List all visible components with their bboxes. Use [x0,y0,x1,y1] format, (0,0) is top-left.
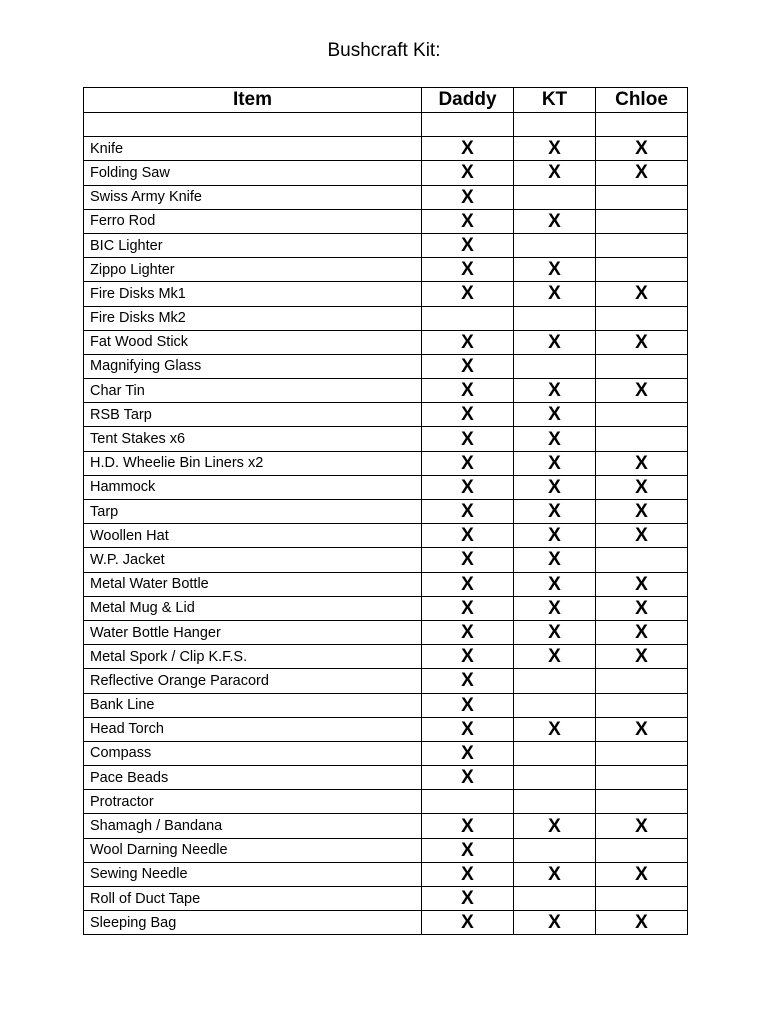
kt-mark-cell: X [514,161,596,185]
item-cell: Folding Saw [84,161,422,185]
daddy-mark-cell: X [422,379,514,403]
chloe-mark-cell: X [596,862,688,886]
daddy-mark-cell: X [422,500,514,524]
table-row [84,185,688,209]
kt-mark-cell [514,669,596,693]
kt-mark-cell [514,185,596,209]
daddy-mark-cell [422,790,514,814]
header-row [84,88,688,113]
table-row [84,137,688,161]
item-cell: Ferro Rod [84,209,422,233]
daddy-mark-cell: X [422,814,514,838]
kt-mark-cell: X [514,717,596,741]
table-row [84,379,688,403]
kt-mark-cell: X [514,620,596,644]
chloe-mark-cell [596,766,688,790]
daddy-mark-cell: X [422,185,514,209]
daddy-mark-cell: X [422,475,514,499]
table-row [84,717,688,741]
kt-mark-cell [514,233,596,257]
chloe-mark-cell [596,209,688,233]
kt-mark-cell: X [514,475,596,499]
chloe-mark-cell: X [596,596,688,620]
daddy-mark-cell: X [422,282,514,306]
item-cell: RSB Tarp [84,403,422,427]
kt-mark-cell [514,790,596,814]
table-row [84,161,688,185]
item-cell: Sleeping Bag [84,911,422,935]
daddy-mark-cell: X [422,354,514,378]
chloe-mark-cell: X [596,911,688,935]
table-row [84,500,688,524]
item-cell: Shamagh / Bandana [84,814,422,838]
daddy-mark-cell: X [422,620,514,644]
chloe-mark-cell: X [596,524,688,548]
chloe-mark-cell: X [596,137,688,161]
item-cell: Wool Darning Needle [84,838,422,862]
daddy-mark-cell: X [422,911,514,935]
item-cell: BIC Lighter [84,233,422,257]
table-row [84,258,688,282]
item-cell: Hammock [84,475,422,499]
kt-mark-cell: X [514,862,596,886]
table-row [84,306,688,330]
item-cell: Pace Beads [84,766,422,790]
chloe-mark-cell: X [596,814,688,838]
table-row [84,475,688,499]
chloe-mark-cell [596,427,688,451]
kt-mark-cell: X [514,572,596,596]
kt-mark-cell [514,693,596,717]
daddy-mark-cell [422,113,514,137]
daddy-mark-cell: X [422,330,514,354]
kt-mark-cell [514,887,596,911]
daddy-mark-cell: X [422,838,514,862]
chloe-mark-cell: X [596,717,688,741]
daddy-mark-cell: X [422,766,514,790]
table-row [84,572,688,596]
table-row [84,887,688,911]
daddy-mark-cell: X [422,862,514,886]
daddy-mark-cell: X [422,596,514,620]
item-cell: Zippo Lighter [84,258,422,282]
header-daddy: Daddy [422,88,514,113]
item-cell: Char Tin [84,379,422,403]
chloe-mark-cell [596,403,688,427]
daddy-mark-cell: X [422,403,514,427]
chloe-mark-cell [596,258,688,282]
table-row [84,790,688,814]
table-row [84,669,688,693]
kt-mark-cell: X [514,427,596,451]
kt-mark-cell: X [514,137,596,161]
item-cell: Sewing Needle [84,862,422,886]
table-row [84,838,688,862]
kt-mark-cell: X [514,500,596,524]
chloe-mark-cell: X [596,379,688,403]
chloe-mark-cell [596,790,688,814]
daddy-mark-cell: X [422,137,514,161]
table-row [84,620,688,644]
item-cell: H.D. Wheelie Bin Liners x2 [84,451,422,475]
chloe-mark-cell: X [596,620,688,644]
item-cell: Magnifying Glass [84,354,422,378]
chloe-mark-cell [596,185,688,209]
table-row [84,693,688,717]
item-cell: Metal Spork / Clip K.F.S. [84,645,422,669]
kt-mark-cell: X [514,379,596,403]
item-cell: Head Torch [84,717,422,741]
item-cell: Fat Wood Stick [84,330,422,354]
kt-mark-cell: X [514,451,596,475]
table-row [84,113,688,137]
table-row [84,911,688,935]
chloe-mark-cell: X [596,475,688,499]
daddy-mark-cell: X [422,451,514,475]
item-cell: W.P. Jacket [84,548,422,572]
kt-mark-cell [514,354,596,378]
chloe-mark-cell [596,887,688,911]
item-cell: Metal Water Bottle [84,572,422,596]
daddy-mark-cell: X [422,572,514,596]
kt-mark-cell: X [514,282,596,306]
table-row [84,209,688,233]
daddy-mark-cell [422,306,514,330]
chloe-mark-cell: X [596,500,688,524]
header-chloe: Chloe [596,88,688,113]
kt-mark-cell: X [514,258,596,282]
kt-mark-cell [514,741,596,765]
daddy-mark-cell: X [422,524,514,548]
item-cell: Roll of Duct Tape [84,887,422,911]
header-kt: KT [514,88,596,113]
chloe-mark-cell: X [596,330,688,354]
daddy-mark-cell: X [422,887,514,911]
item-cell: Fire Disks Mk1 [84,282,422,306]
kit-table-body [84,113,688,935]
chloe-mark-cell [596,233,688,257]
daddy-mark-cell: X [422,258,514,282]
item-cell: Tarp [84,500,422,524]
table-row [84,451,688,475]
chloe-mark-cell [596,354,688,378]
daddy-mark-cell: X [422,161,514,185]
kt-mark-cell: X [514,403,596,427]
table-row [84,282,688,306]
document-title: Bushcraft Kit: [327,40,441,61]
table-row [84,814,688,838]
header-item: Item [84,88,422,113]
chloe-mark-cell: X [596,282,688,306]
table-row [84,524,688,548]
daddy-mark-cell: X [422,209,514,233]
item-cell: Reflective Orange Paracord [84,669,422,693]
table-row [84,354,688,378]
daddy-mark-cell: X [422,645,514,669]
item-cell: Water Bottle Hanger [84,620,422,644]
item-cell: Swiss Army Knife [84,185,422,209]
item-cell: Knife [84,137,422,161]
table-row [84,862,688,886]
daddy-mark-cell: X [422,233,514,257]
kt-mark-cell [514,838,596,862]
table-row [84,330,688,354]
kt-mark-cell: X [514,330,596,354]
kt-mark-cell: X [514,524,596,548]
chloe-mark-cell [596,693,688,717]
daddy-mark-cell: X [422,548,514,572]
chloe-mark-cell [596,113,688,137]
chloe-mark-cell [596,838,688,862]
chloe-mark-cell: X [596,451,688,475]
item-cell: Protractor [84,790,422,814]
table-row [84,403,688,427]
daddy-mark-cell: X [422,427,514,451]
kt-mark-cell [514,306,596,330]
daddy-mark-cell: X [422,717,514,741]
item-cell: Compass [84,741,422,765]
table-row [84,766,688,790]
daddy-mark-cell: X [422,693,514,717]
chloe-mark-cell [596,669,688,693]
table-row [84,427,688,451]
daddy-mark-cell: X [422,741,514,765]
table-row [84,596,688,620]
kit-table [83,87,688,935]
kt-mark-cell [514,113,596,137]
kt-mark-cell: X [514,814,596,838]
table-row [84,645,688,669]
chloe-mark-cell: X [596,161,688,185]
kt-mark-cell [514,766,596,790]
kt-mark-cell: X [514,209,596,233]
item-cell: Metal Mug & Lid [84,596,422,620]
chloe-mark-cell [596,306,688,330]
item-cell: Woollen Hat [84,524,422,548]
table-row [84,233,688,257]
chloe-mark-cell [596,548,688,572]
chloe-mark-cell: X [596,645,688,669]
chloe-mark-cell: X [596,572,688,596]
item-cell: Fire Disks Mk2 [84,306,422,330]
kt-mark-cell: X [514,911,596,935]
kt-mark-cell: X [514,596,596,620]
table-row [84,741,688,765]
chloe-mark-cell [596,741,688,765]
kt-mark-cell: X [514,645,596,669]
daddy-mark-cell: X [422,669,514,693]
table-row [84,548,688,572]
item-cell: Bank Line [84,693,422,717]
kt-mark-cell: X [514,548,596,572]
item-cell: Tent Stakes x6 [84,427,422,451]
item-cell [84,113,422,137]
